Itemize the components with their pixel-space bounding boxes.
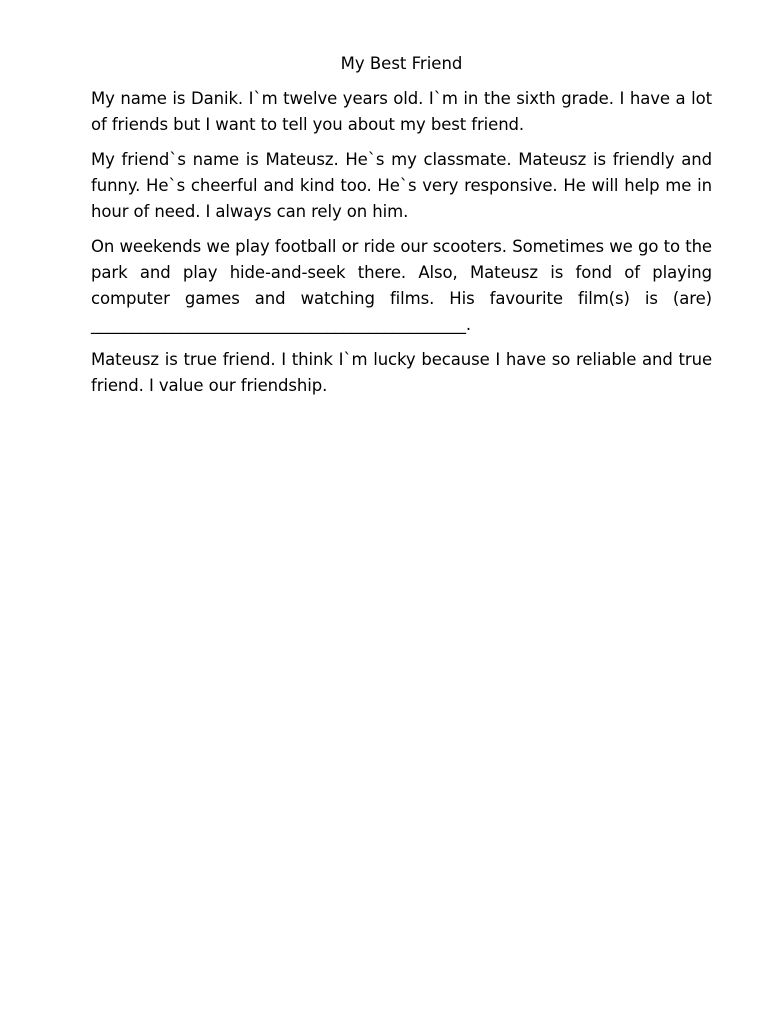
paragraph-introduction: My name is Danik. I`m twelve years old. I`m in the sixth grade. I have a lot of friends but I want to tell you about my best friend. <box>91 89 712 134</box>
paragraph-friend-description: My friend`s name is Mateusz. He`s my classmate. Mateusz is friendly and funny. He`s cheerful and kind too. He`s very responsive. He will help me in hour of need. I always can rely on him. <box>91 150 712 221</box>
paragraph-conclusion: Mateusz is true friend. I think I`m lucky because I have so reliable and true friend. I value our friendship. <box>91 350 712 395</box>
document-title: My Best Friend <box>340 54 463 73</box>
paragraph-weekend-activities: On weekends we play football or ride our scooters. Sometimes we go to the park and play hide-and-seek there. Also, Mateusz is fond of playing computer games and watching films. His favourite film(s) is (are) ______________________________________________. <box>91 237 712 334</box>
document-body <box>91 52 712 408</box>
